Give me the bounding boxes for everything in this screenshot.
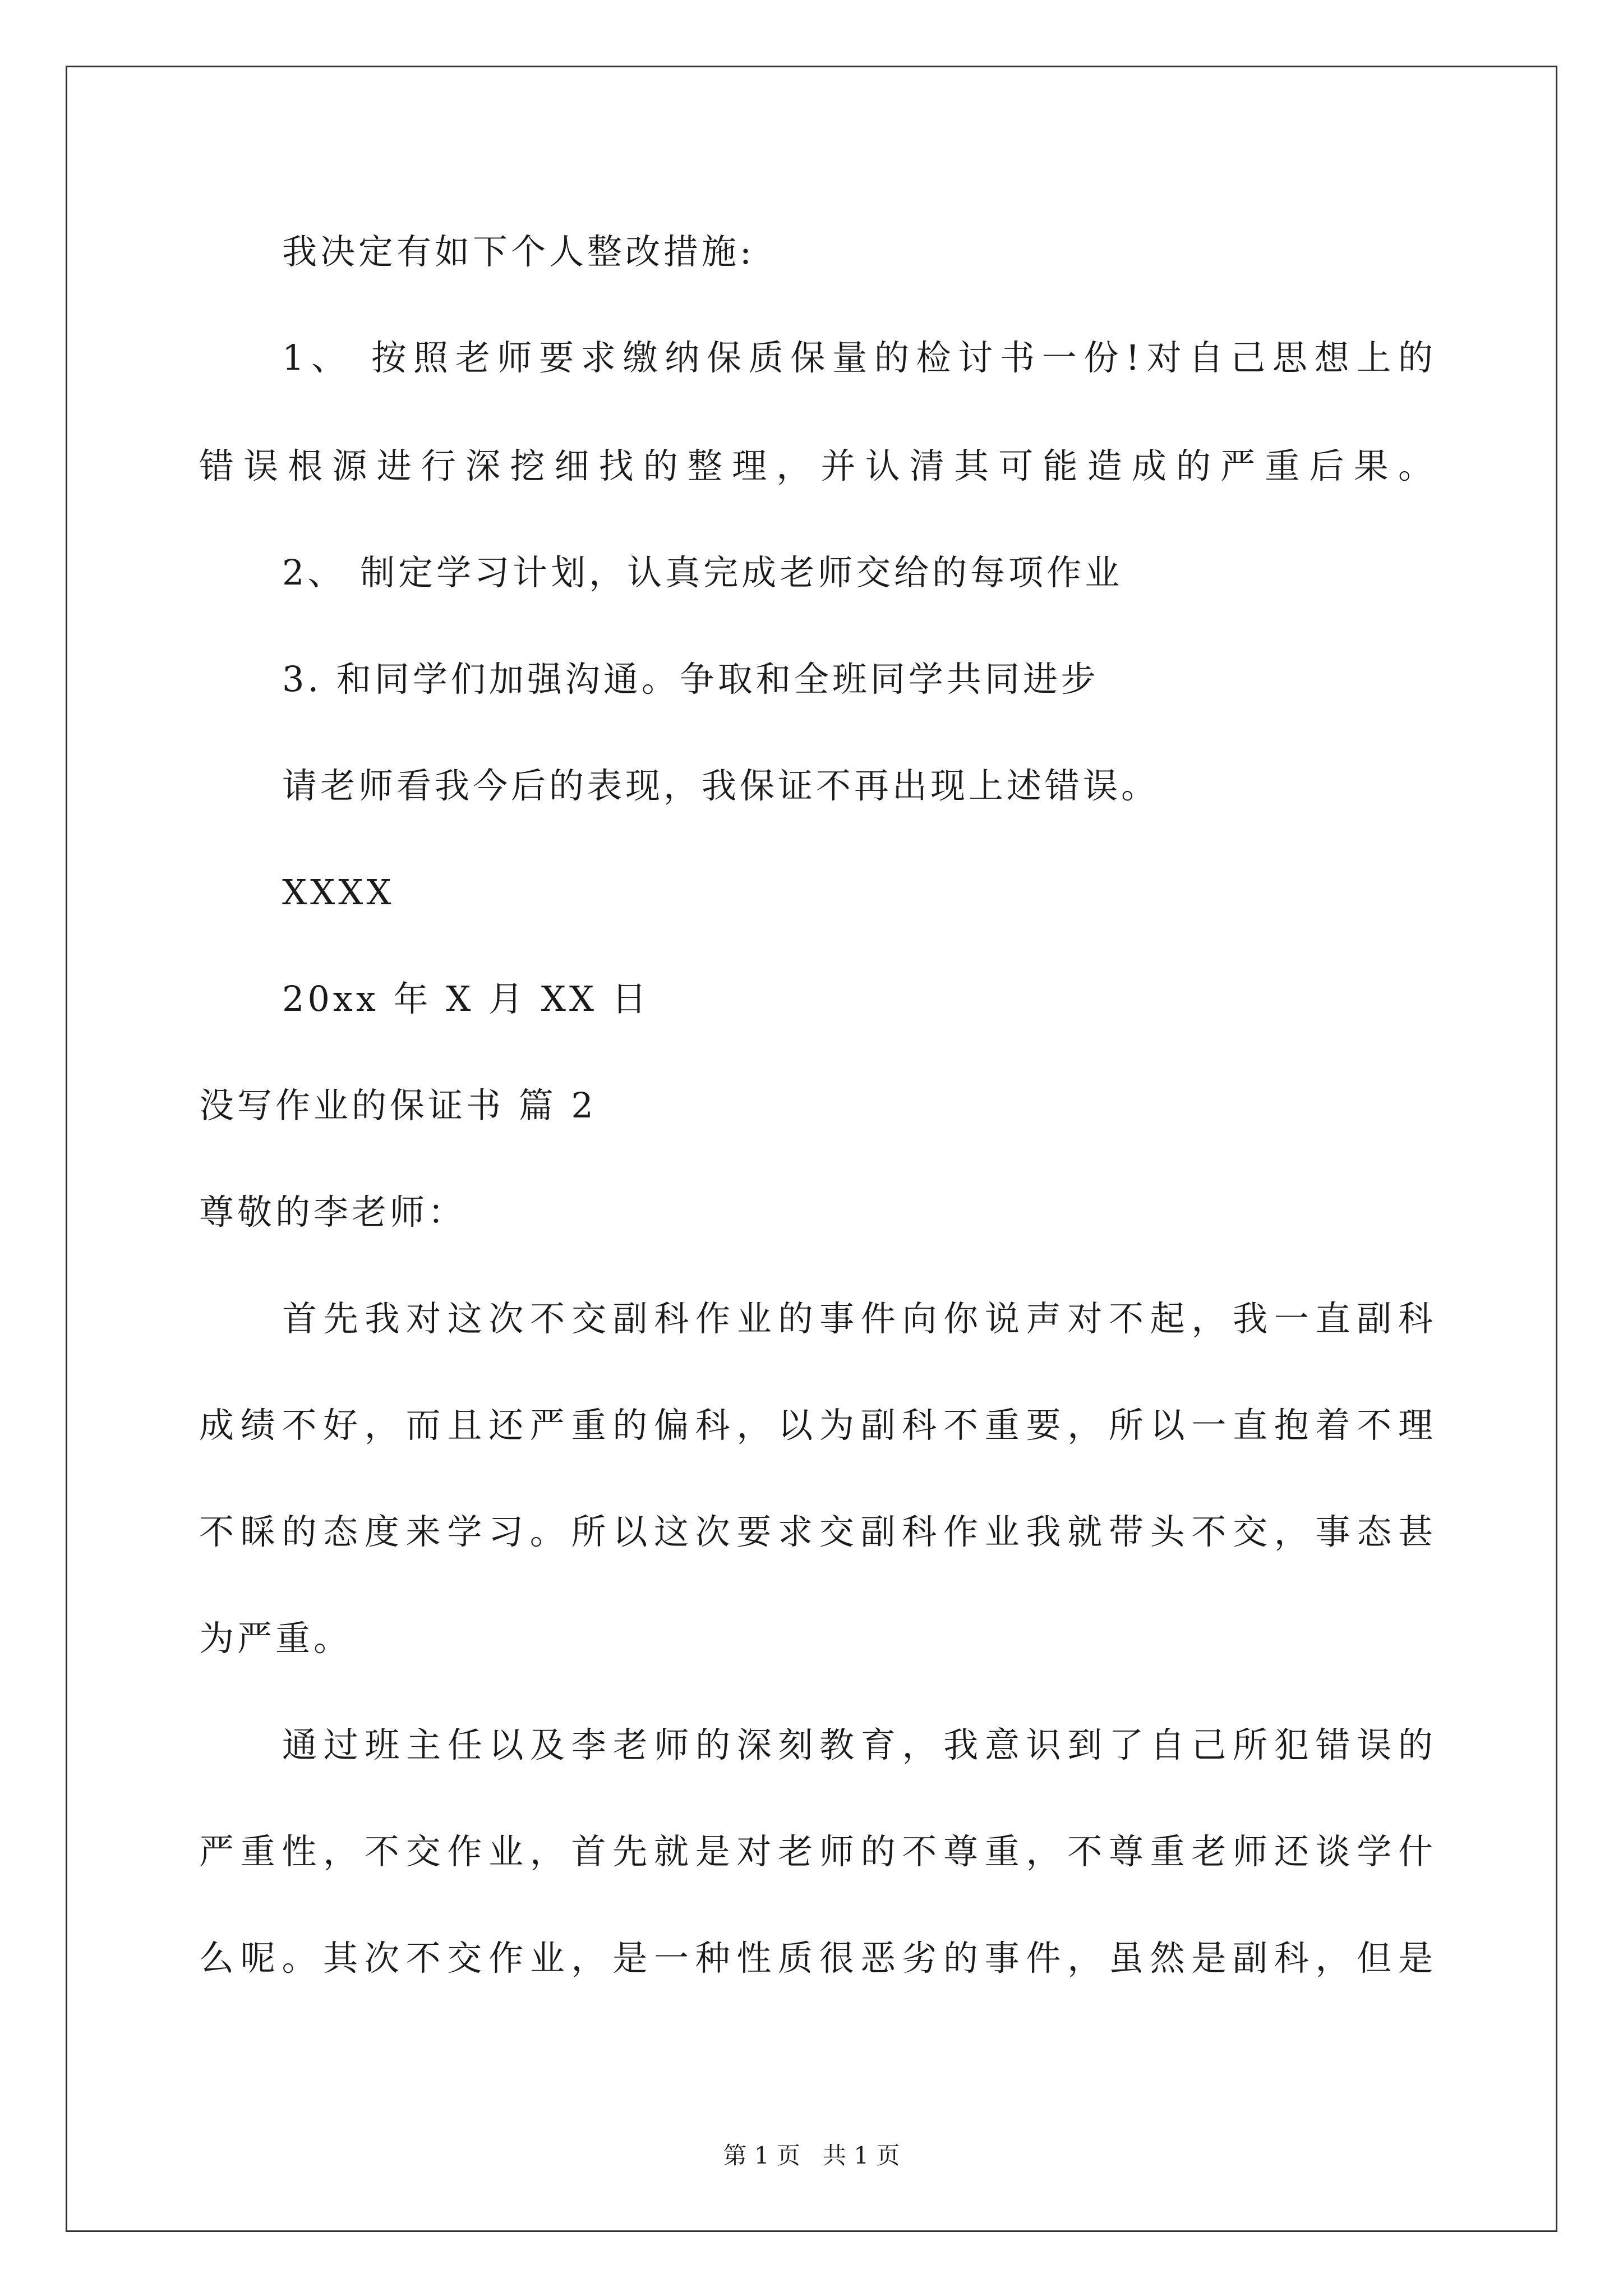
text-line: 通过班主任以及李老师的深刻教育，我意识到了自己所犯错误的 [282,1724,1433,1765]
text-line: 为严重。 [199,1618,352,1659]
text-line: 错误根源进行深挖细找的整理，并认清其可能造成的严重后果。 [199,445,1433,486]
text-line: 么呢。其次不交作业，是一种性质很恶劣的事件，虽然是副科，但是 [199,1938,1433,1978]
text-line: 2、 制定学习计划，认真完成老师交给的每项作业 [282,552,1123,593]
salutation: 尊敬的李老师： [199,1191,467,1232]
text-line: 我决定有如下个人整改措施: [282,231,755,272]
page-footer: 第 1 页 共 1 页 [723,2142,900,2169]
text-line: 成绩不好，而且还严重的偏科，以为副科不重要，所以一直抱着不理 [199,1405,1433,1446]
text-line: 请老师看我今后的表现，我保证不再出现上述错误。 [282,765,1160,806]
section-heading: 没写作业的保证书 篇 2 [199,1085,597,1126]
signature-date: 20xx 年 X 月 XX 日 [282,978,650,1019]
text-line: 1、 按照老师要求缴纳保质保量的检讨书一份!对自己思想上的 [282,337,1433,378]
page-border [66,66,1557,2232]
signature-name: XXXX [282,872,395,913]
text-line: 严重性，不交作业，首先就是对老师的不尊重，不尊重老师还谈学什 [199,1831,1433,1872]
text-line: 3. 和同学们加强沟通。争取和全班同学共同进步 [282,659,1099,700]
text-line: 不睬的态度来学习。所以这次要求交副科作业我就带头不交，事态甚 [199,1511,1433,1552]
text-line: 首先我对这次不交副科作业的事件向你说声对不起，我一直副科 [282,1298,1433,1339]
